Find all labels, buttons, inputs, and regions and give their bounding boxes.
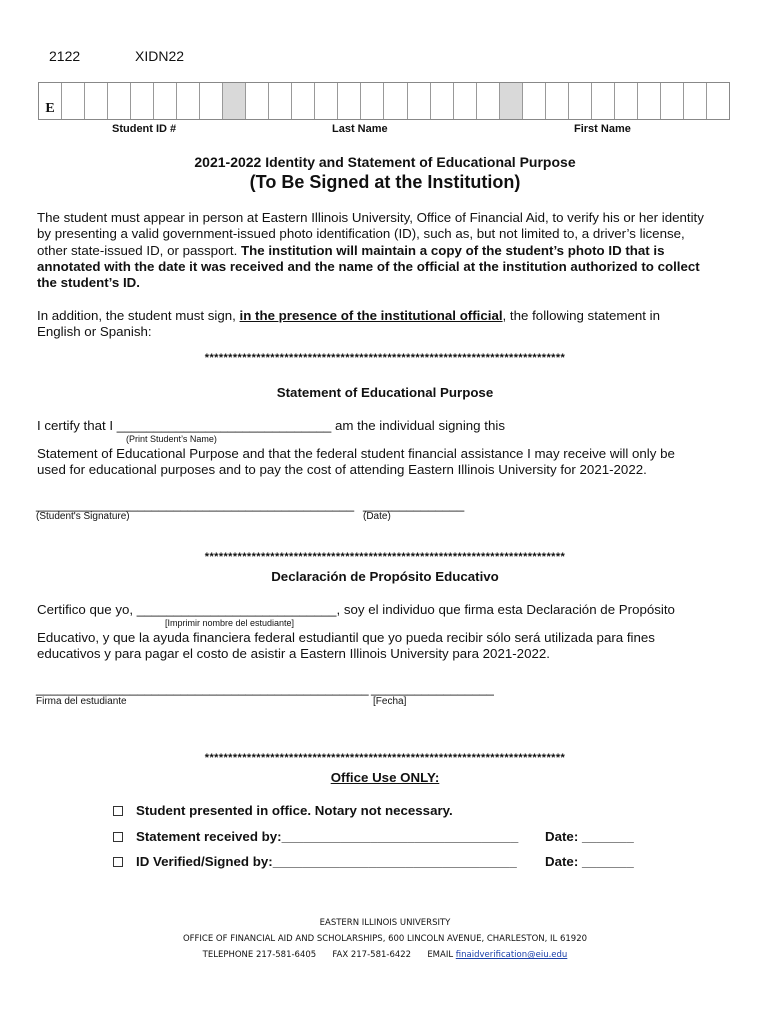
checkbox-icon[interactable] — [113, 832, 123, 842]
firma-line[interactable]: ______________________________________________ — [36, 681, 369, 696]
footer-email-label: EMAIL — [427, 950, 454, 960]
id-grid-cell[interactable] — [661, 83, 684, 119]
id-grid-cell[interactable] — [200, 83, 223, 119]
checkbox-icon[interactable] — [113, 857, 123, 867]
id-grid-cell[interactable] — [154, 83, 177, 119]
fecha-label: [Fecha] — [373, 696, 407, 707]
signing-instruction — [37, 308, 737, 341]
intro-line: by presenting a valid government-issued photo identification (ID), such as, but not limited to, a driver’s license, — [37, 226, 685, 242]
instruction-text: English or Spanish: — [37, 324, 152, 340]
footer-fax: FAX 217-581-6422 — [332, 950, 412, 960]
office-use-heading: Office Use ONLY: — [330, 770, 440, 785]
office-item-presented[interactable] — [113, 803, 453, 818]
id-grid-cell[interactable] — [85, 83, 108, 119]
form-number: 2122 — [49, 48, 81, 64]
id-grid-cell[interactable] — [523, 83, 546, 119]
firma-label: Firma del estudiante — [36, 696, 127, 707]
id-grid-cell[interactable] — [546, 83, 569, 119]
id-grid-cell[interactable] — [454, 83, 477, 119]
spanish-certify[interactable]: Certifico que yo, ___________________________, soy el individuo que firma esta Declaración de Propósito — [37, 602, 675, 617]
id-prefix-cell: E — [39, 83, 62, 119]
instruction-text: In addition, the student must sign, — [37, 308, 240, 323]
office-item-label: Statement received by:________________________________ — [136, 829, 519, 844]
id-grid-cell[interactable] — [62, 83, 85, 119]
separator: ***************************************************************************** — [204, 352, 566, 364]
id-grid-cell[interactable] — [361, 83, 384, 119]
footer-phone: TELEPHONE 217-581-6405 — [202, 950, 317, 960]
id-grid-cell[interactable] — [315, 83, 338, 119]
spanish-body — [37, 630, 737, 663]
id-grid-cell[interactable] — [408, 83, 431, 119]
office-item-label: ID Verified/Signed by:_________________________________ — [136, 854, 517, 869]
id-grid-cell[interactable] — [177, 83, 200, 119]
instruction-emphasis: in the presence of the institutional official — [239, 308, 503, 323]
id-grid-cell[interactable] — [592, 83, 615, 119]
intro-line: The student must appear in person at Eastern Illinois University, Office of Financial Aid, to verify his or her identity — [37, 210, 704, 225]
id-grid-cell[interactable] — [269, 83, 292, 119]
id-grid-cell[interactable] — [384, 83, 407, 119]
spanish-body-line: educativos y para pagar el costo de asistir a Eastern Illinois University para 2021-2022. — [37, 646, 550, 662]
id-grid-cell[interactable] — [707, 83, 729, 119]
intro-bold-text: The institution will maintain a copy of the student’s photo ID that is — [240, 242, 665, 258]
checkbox-icon[interactable] — [113, 806, 123, 816]
intro-bold-text: annotated with the date it was received and the name of the official at the institution authorized to collect — [37, 258, 700, 274]
last-name-label: Last Name — [332, 123, 388, 135]
id-grid-cell[interactable] — [569, 83, 592, 119]
office-date-2[interactable]: Date: _______ — [545, 854, 634, 869]
footer — [0, 915, 770, 963]
id-grid-cell[interactable] — [615, 83, 638, 119]
date-label: (Date) — [363, 511, 391, 522]
print-name-hint-es: [Imprimir nombre del estudiante] — [165, 618, 295, 628]
id-grid-cell[interactable] — [338, 83, 361, 119]
id-grid-cell[interactable] — [431, 83, 454, 119]
intro-line — [37, 243, 737, 259]
form-code: XIDN22 — [135, 48, 185, 64]
office-item-label: Student presented in office. Notary not necessary. — [136, 803, 453, 818]
separator: ***************************************************************************** — [204, 551, 566, 563]
id-grid-cell[interactable] — [131, 83, 154, 119]
id-grid-cell[interactable] — [223, 83, 246, 119]
student-id-grid[interactable] — [38, 82, 730, 120]
english-heading: Statement of Educational Purpose — [276, 385, 494, 400]
fecha-line[interactable]: _________________ — [371, 681, 494, 696]
id-grid-cell[interactable] — [477, 83, 500, 119]
id-grid-cell[interactable] — [638, 83, 661, 119]
form-title: 2021-2022 Identity and Statement of Educational Purpose — [194, 154, 576, 170]
student-signature-label: (Student's Signature) — [36, 511, 130, 522]
student-signature-line[interactable]: ____________________________________________ — [36, 497, 355, 512]
id-grid-cell[interactable] — [246, 83, 269, 119]
english-body-line: used for educational purposes and to pay the cost of attending Eastern Illinois University for 2021-2022. — [37, 462, 647, 478]
id-grid-cell[interactable] — [292, 83, 315, 119]
id-grid-cell[interactable] — [684, 83, 707, 119]
intro-bold-text: the student’s ID. — [37, 275, 140, 291]
english-body-line: Statement of Educational Purpose and that the federal student financial assistance I may receive will only be — [37, 446, 675, 461]
date-line[interactable]: ______________ — [363, 497, 465, 512]
footer-address: OFFICE OF FINANCIAL AID AND SCHOLARSHIPS, 600 LINCOLN AVENUE, CHARLESTON, IL 61920 — [182, 934, 588, 944]
spanish-body-line: Educativo, y que la ayuda financiera federal estudiantil que yo pueda recibir sólo será utilizada para fines — [37, 630, 655, 645]
intro-paragraph — [37, 210, 737, 291]
office-item-statement[interactable] — [113, 829, 518, 844]
student-id-label: Student ID # — [112, 123, 177, 135]
print-name-hint: (Print Student’s Name) — [126, 434, 217, 444]
english-body — [37, 446, 737, 479]
office-date-1[interactable]: Date: _______ — [545, 829, 634, 844]
id-grid-cell[interactable] — [500, 83, 523, 119]
footer-university: EASTERN ILLINOIS UNIVERSITY — [319, 918, 451, 928]
office-item-verified[interactable] — [113, 854, 517, 869]
form-subtitle: (To Be Signed at the Institution) — [249, 172, 521, 192]
instruction-text: , the following statement in — [502, 308, 660, 323]
footer-email-link[interactable]: finaidverification@eiu.edu — [455, 950, 568, 960]
id-grid-cell[interactable] — [108, 83, 131, 119]
separator: ***************************************************************************** — [204, 752, 566, 764]
first-name-label: First Name — [574, 123, 631, 135]
spanish-heading: Declaración de Propósito Educativo — [271, 569, 499, 584]
english-certify[interactable]: I certify that I _____________________________ am the individual signing this — [37, 418, 505, 433]
footer-contact — [0, 947, 770, 963]
intro-text: other state-issued ID, or passport. — [37, 242, 241, 258]
